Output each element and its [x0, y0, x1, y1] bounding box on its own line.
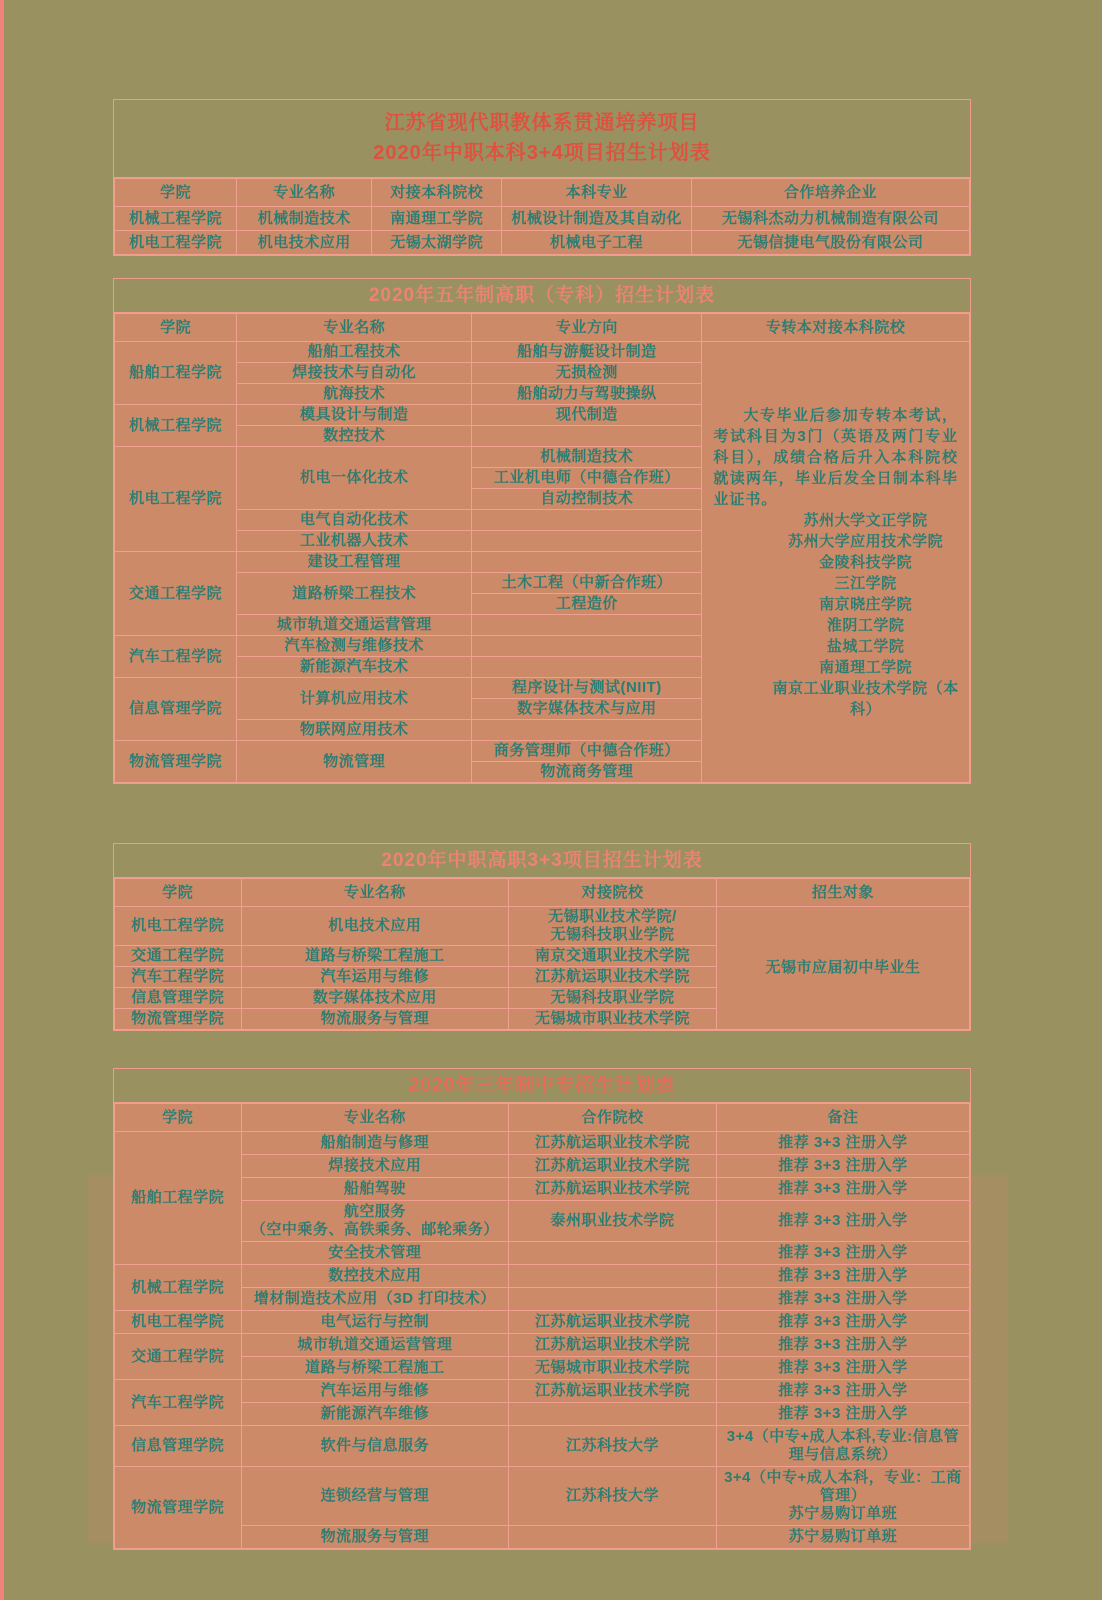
cell-major: 新能源汽车技术 [237, 657, 472, 678]
cell-college: 信息管理学院 [115, 678, 237, 741]
table-row [115, 1155, 970, 1178]
cell-major: 工业机器人技术 [237, 531, 472, 552]
cell-major: 汽车运用与维修 [241, 967, 509, 988]
table-row [115, 1201, 970, 1242]
cell-partner-college [509, 1242, 717, 1265]
cell-major: 道路与桥梁工程施工 [241, 946, 509, 967]
cell-remark: 推荐 3+3 注册入学 [716, 1288, 969, 1311]
cell-major: 机电一体化技术 [237, 447, 472, 510]
cell-undergraduate-major: 机械电子工程 [502, 231, 692, 255]
cell-direction: 土木工程（中新合作班） [472, 573, 702, 594]
table-grid [114, 1103, 970, 1549]
cell-major: 软件与信息服务 [241, 1426, 509, 1467]
cell-major: 航海技术 [237, 384, 472, 405]
cell-direction: 船舶动力与驾驶操纵 [472, 384, 702, 405]
cell-major: 新能源汽车维修 [241, 1403, 509, 1426]
cell-partner-college: 江苏科技大学 [509, 1467, 717, 1526]
cell-partner-college: 江苏航运职业技术学院 [509, 1334, 717, 1357]
cell-remark: 推荐 3+3 注册入学 [716, 1311, 969, 1334]
cell-target-students: 无锡市应届初中毕业生 [716, 907, 969, 1030]
header-college: 学院 [115, 879, 242, 907]
cell-major: 道路桥梁工程技术 [237, 573, 472, 615]
cell-major: 焊接技术应用 [241, 1155, 509, 1178]
cell-major: 数控技术应用 [241, 1265, 509, 1288]
cell-partner-enterprise: 无锡科杰动力机械制造有限公司 [692, 207, 970, 231]
table-5year-plan [113, 278, 971, 784]
cell-partner-university: 无锡太湖学院 [372, 231, 502, 255]
title-line: 2020年中职高职3+3项目招生计划表 [381, 850, 703, 871]
header-target-students: 招生对象 [716, 879, 969, 907]
title-line: 2020年中职本科3+4项目招生计划表 [373, 142, 711, 164]
table-row [115, 1132, 970, 1155]
cell-remark: 推荐 3+3 注册入学 [716, 1201, 969, 1242]
table-grid [114, 313, 970, 783]
table-row [115, 1334, 970, 1357]
header-partner-college: 对接院校 [509, 879, 717, 907]
table-row [115, 1311, 970, 1334]
header-transfer-universities: 专转本对接本科院校 [702, 314, 970, 342]
cell-direction [472, 720, 702, 741]
cell-major: 船舶制造与修理 [241, 1132, 509, 1155]
cell-transfer-universities [702, 342, 970, 783]
cell-remark [716, 1467, 969, 1526]
cell-remark: 推荐 3+3 注册入学 [716, 1155, 969, 1178]
cell-direction [472, 615, 702, 636]
header-partner-enterprise: 合作培养企业 [692, 179, 970, 207]
transfer-college-item: 苏州大学文正学院 [803, 511, 928, 529]
header-major: 专业名称 [237, 314, 472, 342]
cell-direction: 程序设计与测试(NIIT) [472, 678, 702, 699]
cell-partner-college: 江苏航运职业技术学院 [509, 1380, 717, 1403]
transfer-college-item: 南京晓庄学院 [819, 595, 913, 613]
title-line: 2020年三年制中专招生计划表 [408, 1075, 676, 1096]
cell-direction: 工程造价 [472, 594, 702, 615]
header-major: 专业名称 [241, 879, 509, 907]
cell-major: 安全技术管理 [241, 1242, 509, 1265]
header-direction: 专业方向 [472, 314, 702, 342]
table-row [115, 231, 970, 255]
transfer-college-item: 金陵科技学院 [819, 553, 913, 571]
cell-direction [472, 531, 702, 552]
cell-partner-college [509, 907, 717, 946]
cell-college: 船舶工程学院 [115, 1132, 242, 1265]
table-title [114, 1069, 970, 1103]
cell-partner-college: 无锡科技职业学院 [509, 988, 717, 1009]
cell-college: 物流管理学院 [115, 741, 237, 783]
cell-remark: 推荐 3+3 注册入学 [716, 1242, 969, 1265]
table-row [115, 342, 970, 363]
cell-remark: 推荐 3+3 注册入学 [716, 1380, 969, 1403]
cell-remark: 3+4（中专+成人本科,专业:信息管理与信息系统） [716, 1426, 969, 1467]
cell-remark: 推荐 3+3 注册入学 [716, 1132, 969, 1155]
cell-college: 机械工程学院 [115, 207, 237, 231]
table-title [114, 844, 970, 878]
table-row [115, 1526, 970, 1549]
cell-major: 城市轨道交通运营管理 [241, 1334, 509, 1357]
cell-partner-college: 江苏航运职业技术学院 [509, 1155, 717, 1178]
cell-direction [472, 426, 702, 447]
cell-direction: 现代制造 [472, 405, 702, 426]
transfer-college-item: 苏州大学应用技术学院 [788, 532, 944, 550]
cell-partner-college [509, 1265, 717, 1288]
cell-major: 船舶驾驶 [241, 1178, 509, 1201]
cell-partner-college: 江苏航运职业技术学院 [509, 1132, 717, 1155]
cell-college: 物流管理学院 [115, 1467, 242, 1549]
header-college: 学院 [115, 314, 237, 342]
cell-college: 机械工程学院 [115, 405, 237, 447]
cell-college: 机电工程学院 [115, 231, 237, 255]
header-row [115, 879, 970, 907]
cell-partner-college [509, 1403, 717, 1426]
cell-line: 航空服务 [343, 1203, 406, 1220]
cell-major: 物联网应用技术 [237, 720, 472, 741]
cell-major: 船舶工程技术 [237, 342, 472, 363]
cell-college: 信息管理学院 [115, 988, 242, 1009]
header-partner-university: 对接本科院校 [372, 179, 502, 207]
cell-college: 交通工程学院 [115, 946, 242, 967]
cell-college: 汽车工程学院 [115, 1380, 242, 1426]
cell-major: 物流服务与管理 [241, 1526, 509, 1549]
title-line: 江苏省现代职教体系贯通培养项目 [384, 112, 700, 134]
table-title [114, 100, 970, 178]
cell-direction: 船舶与游艇设计制造 [472, 342, 702, 363]
cell-major: 电气运行与控制 [241, 1311, 509, 1334]
cell-college: 机电工程学院 [115, 1311, 242, 1334]
table-row [115, 1357, 970, 1380]
header-undergraduate-major: 本科专业 [502, 179, 692, 207]
cell-partner-college: 无锡城市职业技术学院 [509, 1009, 717, 1030]
table-grid [114, 178, 970, 255]
cell-direction: 工业机电师（中德合作班） [472, 468, 702, 489]
cell-major: 数控技术 [237, 426, 472, 447]
cell-major [241, 1201, 509, 1242]
table-row [115, 907, 970, 946]
cell-partner-college: 江苏科技大学 [509, 1426, 717, 1467]
header-college: 学院 [115, 179, 237, 207]
cell-partner-college: 泰州职业技术学院 [509, 1201, 717, 1242]
cell-college: 物流管理学院 [115, 1009, 242, 1030]
table-3plus4-plan [113, 99, 971, 256]
table-grid [114, 878, 970, 1030]
cell-college: 机电工程学院 [115, 447, 237, 552]
cell-remark: 推荐 3+3 注册入学 [716, 1334, 969, 1357]
cell-major: 机电技术应用 [237, 231, 372, 255]
cell-college: 汽车工程学院 [115, 967, 242, 988]
table-row [115, 1288, 970, 1311]
transfer-college-item: 盐城工学院 [826, 637, 905, 655]
cell-undergraduate-major: 机械设计制造及其自动化 [502, 207, 692, 231]
cell-remark: 推荐 3+3 注册入学 [716, 1403, 969, 1426]
header-major: 专业名称 [237, 179, 372, 207]
cell-remark: 推荐 3+3 注册入学 [716, 1357, 969, 1380]
cell-major: 计算机应用技术 [237, 678, 472, 720]
cell-college: 交通工程学院 [115, 1334, 242, 1380]
cell-line: （空中乘务、高铁乘务、邮轮乘务） [250, 1221, 499, 1238]
cell-partner-enterprise: 无锡信捷电气股份有限公司 [692, 231, 970, 255]
header-major: 专业名称 [241, 1104, 509, 1132]
cell-remark: 推荐 3+3 注册入学 [716, 1178, 969, 1201]
header-partner-college: 合作院校 [509, 1104, 717, 1132]
cell-direction [472, 657, 702, 678]
cell-college: 信息管理学院 [115, 1426, 242, 1467]
cell-partner-college: 南京交通职业技术学院 [509, 946, 717, 967]
cell-partner-college [509, 1288, 717, 1311]
cell-college: 船舶工程学院 [115, 342, 237, 405]
table-title [114, 279, 970, 313]
cell-college: 机电工程学院 [115, 907, 242, 946]
cell-major: 模具设计与制造 [237, 405, 472, 426]
header-remark: 备注 [716, 1104, 969, 1132]
header-row [115, 179, 970, 207]
cell-major: 城市轨道交通运营管理 [237, 615, 472, 636]
cell-direction: 无损检测 [472, 363, 702, 384]
cell-partner-college [509, 1526, 717, 1549]
cell-college: 机械工程学院 [115, 1265, 242, 1311]
cell-major: 建设工程管理 [237, 552, 472, 573]
cell-partner-college: 江苏航运职业技术学院 [509, 967, 717, 988]
title-line: 2020年五年制高职（专科）招生计划表 [368, 285, 716, 306]
cell-major: 连锁经营与管理 [241, 1467, 509, 1526]
cell-major: 数字媒体技术应用 [241, 988, 509, 1009]
table-row [115, 1265, 970, 1288]
table-3plus3-plan [113, 843, 971, 1031]
cell-remark: 推荐 3+3 注册入学 [716, 1265, 969, 1288]
cell-major: 机电技术应用 [241, 907, 509, 946]
table-row [115, 1178, 970, 1201]
cell-line: 苏宁易购订单班 [788, 1505, 898, 1522]
table-row [115, 207, 970, 231]
cell-line: 无锡科技职业学院 [550, 926, 675, 943]
table-row [115, 1242, 970, 1265]
cell-major: 汽车检测与维修技术 [237, 636, 472, 657]
cell-direction [472, 510, 702, 531]
cell-partner-college: 江苏航运职业技术学院 [509, 1311, 717, 1334]
cell-direction [472, 552, 702, 573]
cell-remark: 苏宁易购订单班 [716, 1526, 969, 1549]
page-left-edge-strip [0, 0, 4, 1600]
table-3year-plan [113, 1068, 971, 1550]
cell-major: 焊接技术与自动化 [237, 363, 472, 384]
transfer-college-item: 淮阴工学院 [826, 616, 905, 634]
cell-college: 交通工程学院 [115, 552, 237, 636]
cell-major: 机械制造技术 [237, 207, 372, 231]
cell-partner-college: 江苏航运职业技术学院 [509, 1178, 717, 1201]
transfer-note-paragraph: 大专毕业后参加专转本考试，考试科目为3门（英语及两门专业科目），成绩合格后升入本科院校就读两年，毕业后发全日制本科毕业证书。 [713, 406, 958, 508]
cell-major: 电气自动化技术 [237, 510, 472, 531]
transfer-college-item: 南通理工学院 [819, 658, 913, 676]
cell-direction: 数字媒体技术与应用 [472, 699, 702, 720]
header-row [115, 314, 970, 342]
cell-direction: 商务管理师（中德合作班） [472, 741, 702, 762]
transfer-college-item: 三江学院 [834, 574, 897, 592]
header-college: 学院 [115, 1104, 242, 1132]
header-row [115, 1104, 970, 1132]
cell-direction [472, 636, 702, 657]
cell-major: 物流服务与管理 [241, 1009, 509, 1030]
cell-partner-university: 南通理工学院 [372, 207, 502, 231]
cell-line: 3+4（中专+成人本科，专业：工商管理） [724, 1469, 962, 1504]
cell-major: 道路与桥梁工程施工 [241, 1357, 509, 1380]
table-row [115, 1426, 970, 1467]
cell-partner-college: 无锡城市职业技术学院 [509, 1357, 717, 1380]
cell-major: 物流管理 [237, 741, 472, 783]
transfer-college-item: 南京工业职业技术学院（本科） [772, 679, 959, 718]
table-row [115, 1380, 970, 1403]
cell-direction: 物流商务管理 [472, 762, 702, 783]
cell-college: 汽车工程学院 [115, 636, 237, 678]
table-row [115, 1467, 970, 1526]
table-row [115, 1403, 970, 1426]
cell-major: 汽车运用与维修 [241, 1380, 509, 1403]
cell-direction: 机械制造技术 [472, 447, 702, 468]
cell-direction: 自动控制技术 [472, 489, 702, 510]
cell-major: 增材制造技术应用（3D 打印技术） [241, 1288, 509, 1311]
cell-line: 无锡职业技术学院/ [548, 908, 677, 925]
